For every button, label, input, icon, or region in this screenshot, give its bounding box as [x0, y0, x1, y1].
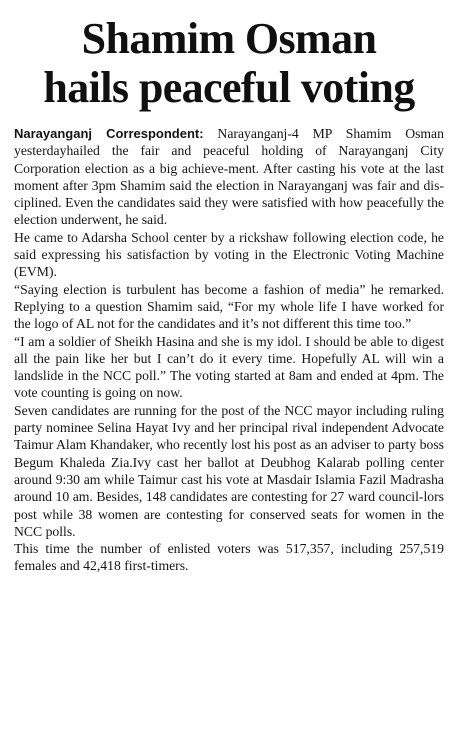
paragraph-2: He came to Adarsha School center by a rickshaw following election code, he said expressing his satisfaction by voting in the Electronic Voting Machine (EVM). [14, 229, 444, 280]
headline [14, 14, 444, 112]
paragraph-1-text: Narayanganj-4 MP Shamim Osman yesterdayhailed the fair and peaceful holding of Narayanganj City Corporation election as a big achieve-ment. After casting his vote at the last moment after 3pm Shamim said the election in Narayanganj was fair and dis-ciplined. Even the candidates said they were satisfied with how peacefully the election underwent, he said. [14, 126, 444, 228]
paragraph-1 [14, 125, 444, 229]
paragraph-3: “Saying election is turbulent has become a fashion of media” he remarked. Replying to a question Shamim said, “For my whole life I have worked for the logo of AL not for the candidates and it’s not different this time too.” [14, 281, 444, 332]
paragraph-5: Seven candidates are running for the post of the NCC mayor including ruling party nominee Selina Hayat Ivy and her principal rival independent Advocate Taimur Alam Khandaker, who recently lost his post as an adviser to party boss Begum Khaleda Zia.Ivy cast her ballot at Deubhog Kalarab polling center around 9:30 am while Taimur cast his vote at Masdair Islamia Fazil Madrasha around 10 am. Besides, 148 candidates are contesting for 27 ward council-lors post while 38 women are contesting for conserved seats for women in the NCC polls. [14, 402, 444, 539]
headline-line-1: Shamim Osman [81, 14, 377, 63]
headline-line-2: hails peaceful voting [43, 63, 415, 112]
article-body [14, 125, 444, 575]
paragraph-6: This time the number of enlisted voters was 517,357, including 257,519 females and 42,418 first-timers. [14, 541, 444, 574]
paragraph-4: “I am a soldier of Sheikh Hasina and she is my idol. I should be able to digest all the pain like her but I can’t do it every time. Hopefully AL will win a landslide in the NCC poll.” The voting started at 8am and ended at 4pm. The vote counting is going on now. [14, 333, 444, 401]
dateline: Narayanganj Correspondent: [14, 126, 204, 141]
